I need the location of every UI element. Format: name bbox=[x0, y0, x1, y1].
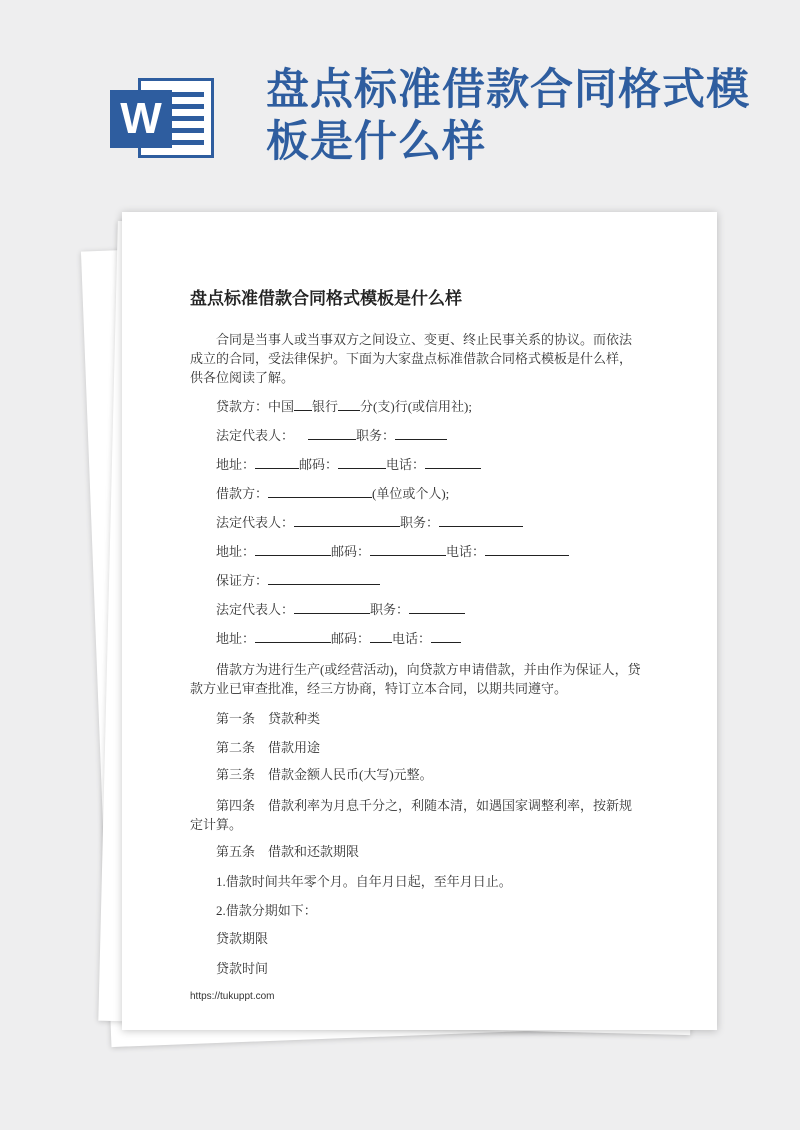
blank-field[interactable] bbox=[370, 630, 392, 643]
borrower-line bbox=[216, 485, 449, 503]
address-label: 地址： bbox=[216, 457, 256, 472]
postcode-label: 邮码： bbox=[299, 457, 339, 472]
page-title: 盘点标准借款合同格式模板是什么样 bbox=[266, 65, 750, 167]
blank-field[interactable] bbox=[255, 543, 331, 556]
guarantor-rep-line bbox=[216, 601, 465, 619]
post-label: 职务： bbox=[370, 602, 410, 617]
footer-url: https://tukuppt.com bbox=[190, 991, 275, 1002]
phone-label: 电话： bbox=[392, 631, 432, 646]
address-label: 地址： bbox=[216, 544, 256, 559]
post-label: 职务： bbox=[356, 428, 396, 443]
purpose-paragraph: 借款方为进行生产(或经营活动)，向贷款方申请借款，并由作为保证人，贷款方业已审查批准，经三方协商，特订立本合同，以期共同遵守。 bbox=[190, 662, 641, 696]
word-document-icon bbox=[110, 78, 214, 158]
borrower-address-line bbox=[216, 543, 569, 561]
blank-field[interactable] bbox=[338, 398, 360, 411]
blank-field[interactable] bbox=[308, 427, 356, 440]
guarantor-label: 保证方： bbox=[216, 573, 269, 588]
rep-label: 法定代表人： bbox=[216, 515, 295, 530]
article-1: 第一条 贷款种类 bbox=[216, 711, 321, 726]
loan-time-row: 贷款时间 bbox=[216, 961, 269, 976]
lender-rep-line bbox=[216, 427, 447, 445]
article-2: 第二条 借款用途 bbox=[216, 740, 321, 755]
loan-period-row: 贷款期限 bbox=[216, 931, 269, 946]
guarantor-line bbox=[216, 572, 380, 590]
list-item-1: 1.借款时间共年零个月。自年月日起，至年月日止。 bbox=[216, 874, 512, 889]
blank-field[interactable] bbox=[439, 514, 523, 527]
blank-field[interactable] bbox=[485, 543, 569, 556]
rep-label: 法定代表人： bbox=[216, 602, 295, 617]
postcode-label: 邮码： bbox=[331, 544, 371, 559]
intro-paragraph: 合同是当事人或当事双方之间设立、变更、终止民事关系的协议。而依法成立的合同，受法律保护。下面为大家盘点标准借款合同格式模板是什么样，供各位阅读了解。 bbox=[190, 332, 633, 385]
blank-field[interactable] bbox=[294, 398, 312, 411]
article-3: 第三条 借款金额人民币(大写)元整。 bbox=[216, 767, 433, 782]
document-body bbox=[190, 330, 642, 976]
blank-field[interactable] bbox=[395, 427, 447, 440]
blank-field[interactable] bbox=[255, 456, 299, 469]
blank-field[interactable] bbox=[431, 630, 461, 643]
blank-field[interactable] bbox=[409, 601, 465, 614]
blank-field[interactable] bbox=[255, 630, 331, 643]
guarantor-address-line bbox=[216, 630, 461, 648]
borrower-label: 借款方： bbox=[216, 486, 269, 501]
lender-branch-label: 分(支)行(或信用社); bbox=[360, 399, 472, 414]
blank-field[interactable] bbox=[294, 514, 400, 527]
phone-label: 电话： bbox=[446, 544, 486, 559]
blank-field[interactable] bbox=[268, 485, 372, 498]
blank-field[interactable] bbox=[268, 572, 380, 585]
list-item-2: 2.借款分期如下： bbox=[216, 903, 317, 918]
word-letter-badge: W bbox=[110, 90, 172, 148]
article-4: 第四条 借款利率为月息千分之，利随本清，如遇国家调整利率，按新规定计算。 bbox=[190, 798, 633, 832]
document-title: 盘点标准借款合同格式模板是什么样 bbox=[190, 289, 462, 309]
lender-line bbox=[216, 398, 472, 416]
blank-field[interactable] bbox=[294, 601, 370, 614]
rep-label: 法定代表人： bbox=[216, 428, 295, 443]
lender-address-line bbox=[216, 456, 481, 474]
address-label: 地址： bbox=[216, 631, 256, 646]
blank-field[interactable] bbox=[425, 456, 481, 469]
borrower-rep-line bbox=[216, 514, 523, 532]
postcode-label: 邮码： bbox=[331, 631, 371, 646]
article-5: 第五条 借款和还款期限 bbox=[216, 844, 360, 859]
blank-field[interactable] bbox=[338, 456, 386, 469]
blank-field[interactable] bbox=[370, 543, 446, 556]
lender-bank-label: 银行 bbox=[312, 399, 339, 414]
borrower-suffix: (单位或个人); bbox=[372, 486, 450, 501]
post-label: 职务： bbox=[400, 515, 440, 530]
lender-label: 贷款方：中国 bbox=[216, 399, 295, 414]
phone-label: 电话： bbox=[386, 457, 426, 472]
